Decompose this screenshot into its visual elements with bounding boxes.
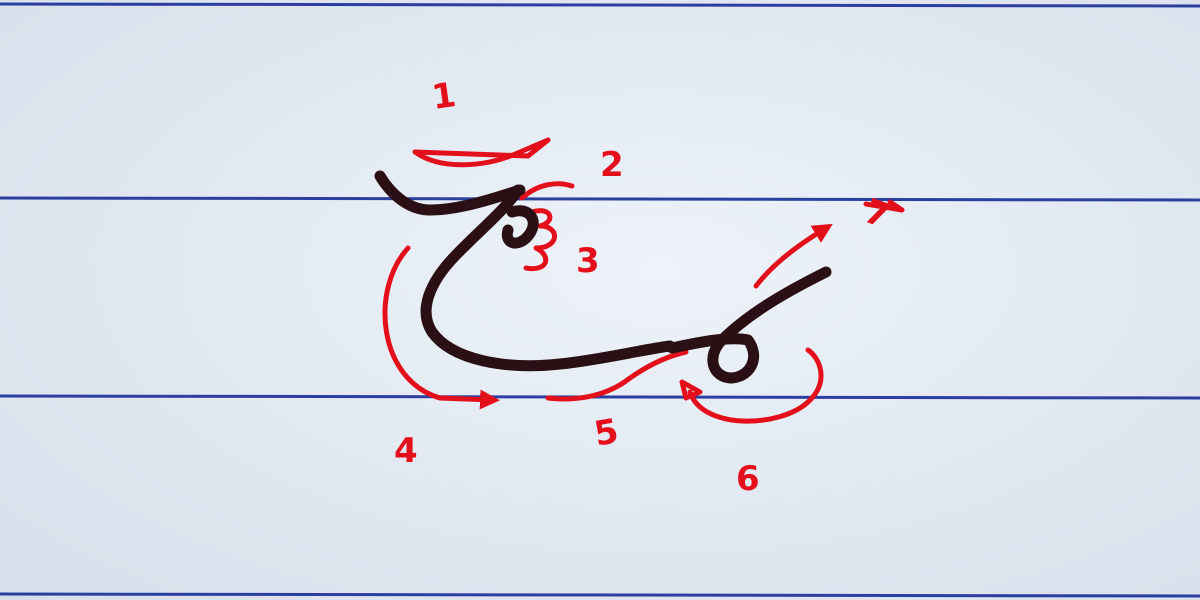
- step-number-2: 2: [600, 145, 624, 185]
- step-number-4: 4: [394, 431, 418, 471]
- ruled-line: [0, 4, 1200, 6]
- step-number-5: 5: [591, 411, 622, 455]
- step-number-1: 1: [429, 75, 459, 118]
- ruled-line: [0, 396, 1200, 398]
- step-number-3: 3: [576, 241, 600, 281]
- ruled-line: [0, 594, 1200, 596]
- step-number-7: 7: [858, 191, 895, 237]
- step-number-6: 6: [736, 459, 760, 499]
- ruled-line: [0, 198, 1200, 200]
